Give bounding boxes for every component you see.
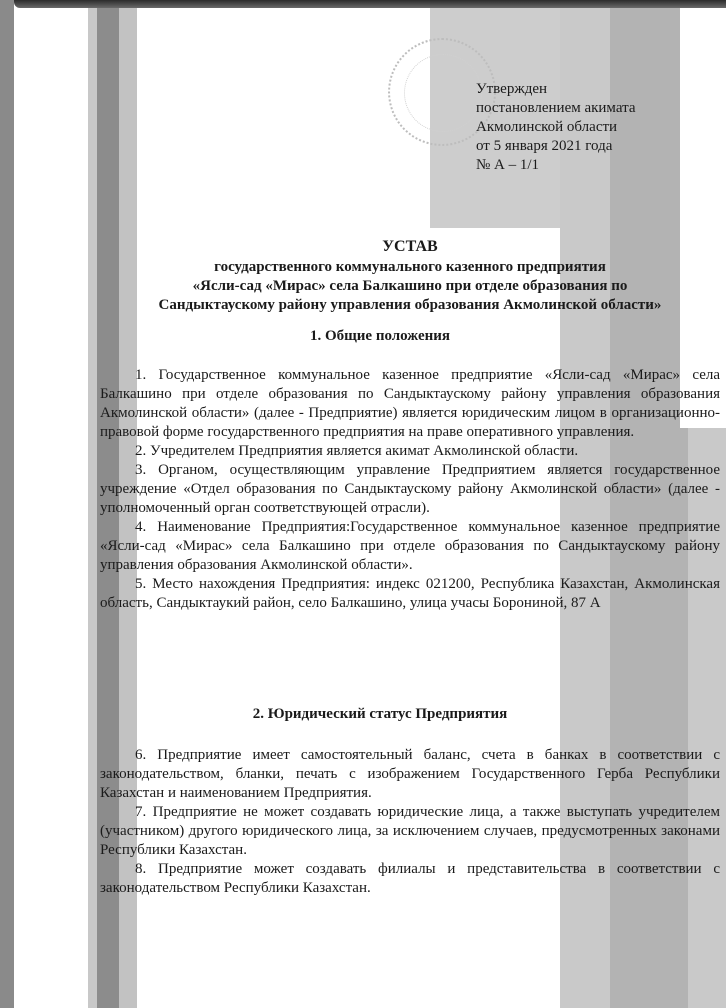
section-body — [100, 746, 720, 898]
approval-line: Утвержден — [476, 81, 548, 97]
title-main: УСТАВ — [382, 238, 438, 255]
document-title — [90, 237, 726, 315]
paragraph: 2. Учредителем Предприятия является акимат Акмолинской области. — [135, 443, 579, 459]
paragraph: 5. Место нахождения Предприятия: индекс 021200, Республика Казахстан, Акмолинская область, Сандыктаукий район, село Балкашино, улица учасы Борониной, 87 А — [100, 576, 720, 611]
paragraph: 4. Наименование Предприятия:Государственное коммунальное казенное предприятие «Ясли-сад «Мирас» села Балкашино при отделе образования по Сандыктаускому району управления образования Акмолинской области». — [100, 519, 720, 573]
approval-line: Акмолинской области — [476, 119, 618, 135]
section-heading: 2. Юридический статус Предприятия — [252, 706, 508, 722]
paragraph: 3. Органом, осуществляющим управление Предприятием является государственное учреждение «Отдел образования по Сандыктаускому району Акмолинской области» (далее - уполномоченный орган соответствующей отрасли). — [100, 462, 720, 516]
title-line: «Ясли-сад «Мирас» села Балкашино при отделе образования по — [192, 278, 628, 294]
paragraph: 7. Предприятие не может создавать юридические лица, а также выступать учредителем (участником) другого юридического лица, за исключением случаев, предусмотренных законами Республики Казахстан. — [100, 804, 720, 858]
section-body — [100, 366, 720, 613]
paragraph: 1. Государственное коммунальное казенное предприятие «Ясли-сад «Мирас» села Балкашино при отделе образования по Сандыктаускому району управления образования Акмолинской области» (далее - Предприятие) является юридическим лицом в организационно-правовой форме государственного предприятия на праве оперативного управления. — [100, 367, 720, 440]
title-line: Сандыктаускому району управления образования Акмолинской области» — [158, 297, 662, 313]
paragraph: 8. Предприятие может создавать филиалы и представительства в соответствии с законодательством Республики Казахстан. — [100, 861, 720, 896]
paragraph: 6. Предприятие имеет самостоятельный баланс, счета в банках в соответствии с законодательством, бланки, печать с изображением Государственного Герба Республики Казахстан и наименованием Предприятия. — [100, 747, 720, 801]
title-line: государственного коммунального казенного предприятия — [214, 259, 606, 275]
approval-line: № А – 1/1 — [476, 157, 540, 173]
approval-line: постановлением акимата — [476, 100, 636, 116]
approval-block — [476, 80, 636, 175]
section-heading: 1. Общие положения — [309, 328, 451, 344]
approval-line: от 5 января 2021 года — [476, 138, 613, 154]
